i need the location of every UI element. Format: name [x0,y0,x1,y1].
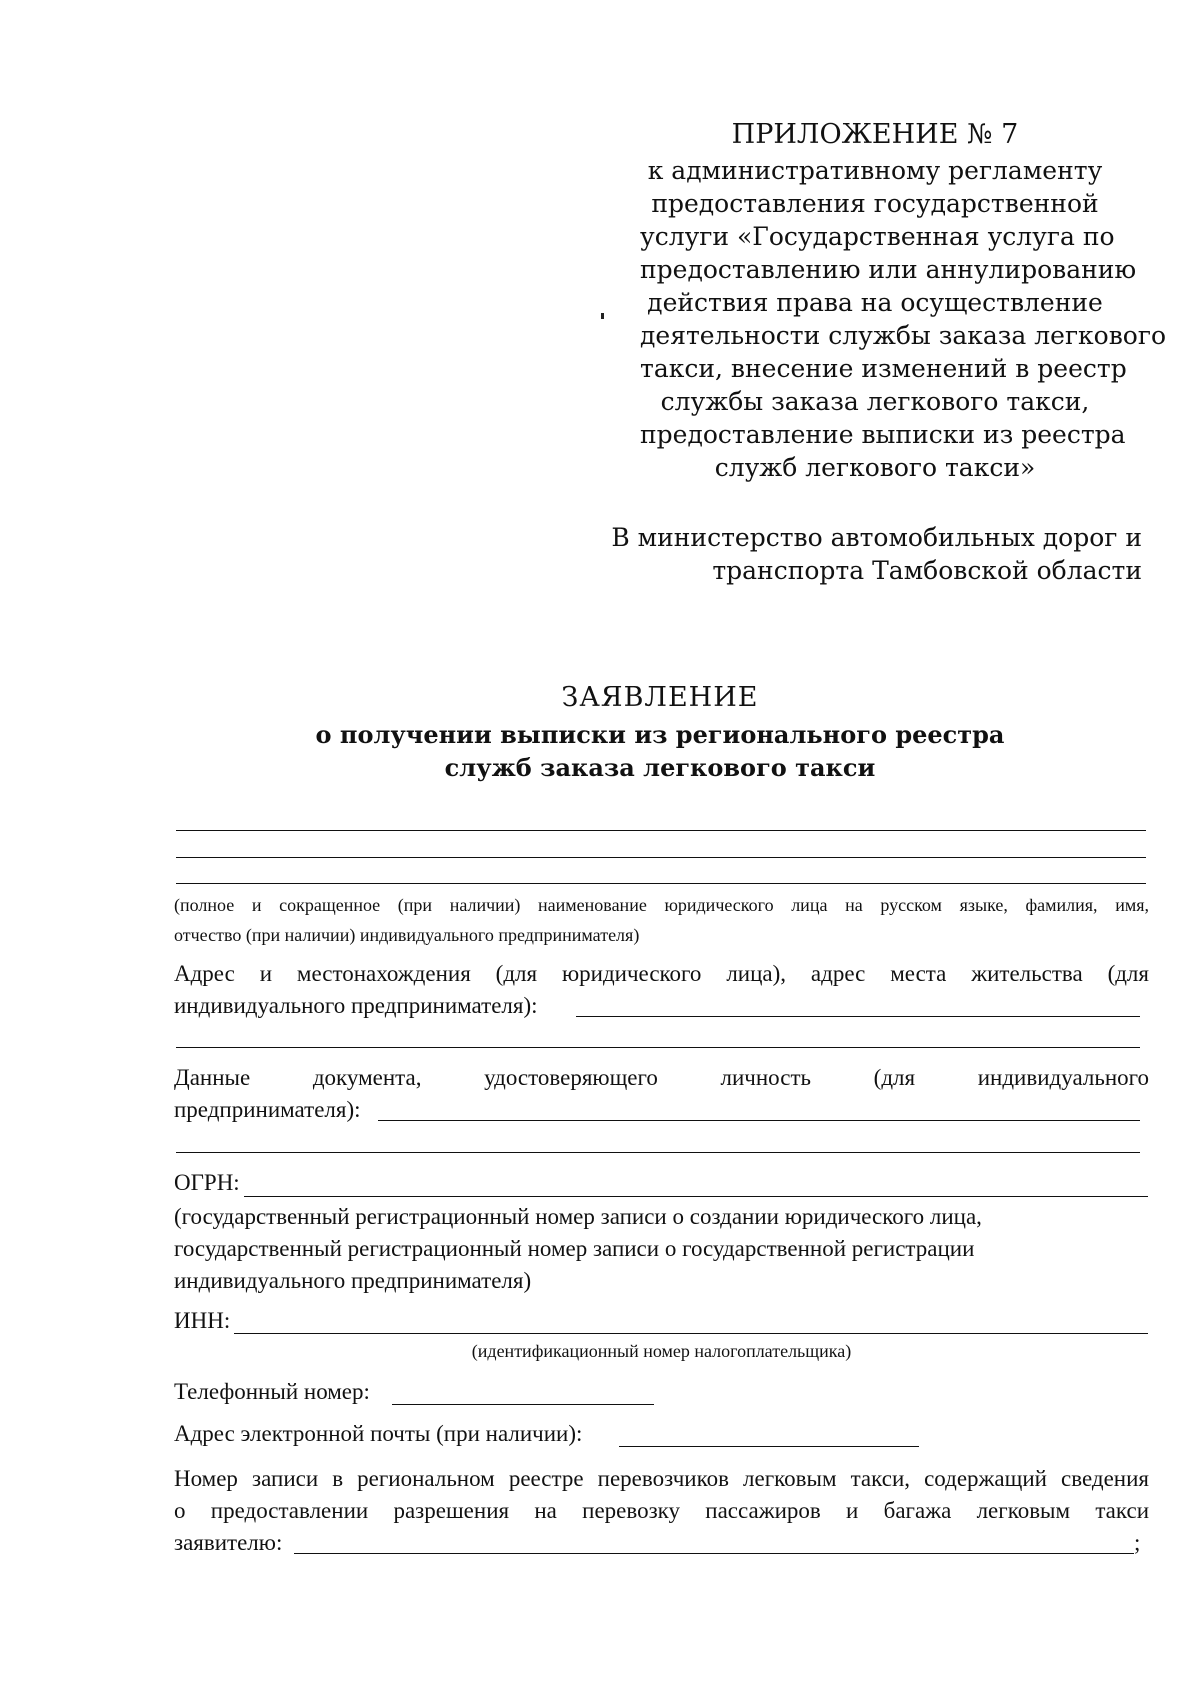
registry-semicolon: ; [1134,1530,1141,1555]
ogrn-label: ОГРН: [174,1170,240,1195]
scan-dot-mark [601,313,604,319]
recipient-line: транспорта Тамбовской области [712,556,1142,585]
ogrn-hint [174,1201,1149,1297]
id-document-input-line-2[interactable] [176,1152,1140,1153]
email-input-line[interactable] [619,1446,919,1447]
id-document-label-line-2: предпринимателя): [174,1097,361,1122]
appendix-line: деятельности службы заказа легкового [640,321,1167,350]
registry-label-line-3: заявителю: [174,1530,283,1555]
address-input-line-2[interactable] [176,1047,1140,1048]
appendix-line: служб легкового такси» [714,453,1036,482]
name-blank-line-3[interactable] [176,883,1146,884]
address-label [174,958,1149,1022]
name-blank-line-1[interactable] [176,830,1146,831]
name-hint-line-1: (полное и сокращенное (при наличии) наименование юридического лица на русском языке, фамилия, имя, [174,895,1149,915]
title-main: ЗАЯВЛЕНИЕ [561,682,759,713]
id-document-input-line-1[interactable] [378,1120,1140,1121]
registry-label-line-1: Номер записи в региональном реестре перевозчиков легковым такси, содержащий сведения [174,1466,1149,1491]
registry-label [174,1463,1149,1559]
recipient-block [560,521,1142,587]
appendix-line: действия права на осуществление [647,288,1103,317]
document-title [170,678,1150,784]
address-label-line-1: Адрес и местонахождения (для юридического лица), адрес места жительства (для [174,961,1149,986]
id-document-label-line-1: Данные документа, удостоверяющего личность (для индивидуального [174,1065,1149,1090]
registry-label-line-2: о предоставлении разрешения на перевозку пассажиров и багажа легковым такси [174,1498,1149,1523]
ogrn-hint-line: (государственный регистрационный номер записи о создании юридического лица, [174,1204,982,1229]
appendix-line: к административному регламенту [647,156,1103,185]
ogrn-hint-line: государственный регистрационный номер записи о государственной регистрации [174,1236,975,1261]
inn-label: ИНН: [174,1308,231,1333]
name-blank-line-2[interactable] [176,857,1146,858]
recipient-line: В министерство автомобильных дорог и [611,523,1142,552]
address-input-line-1[interactable] [576,1016,1140,1017]
ogrn-input-line[interactable] [244,1196,1148,1197]
appendix-block [640,116,1167,484]
appendix-line: услуги «Государственная услуга по [640,222,1115,251]
ogrn-hint-line: индивидуального предпринимателя) [174,1268,532,1293]
inn-input-line[interactable] [234,1333,1148,1334]
title-subtitle-line: служб заказа легкового такси [444,753,876,782]
phone-label: Телефонный номер: [174,1379,370,1404]
appendix-line: предоставление выписки из реестра [640,420,1126,449]
id-document-label [174,1062,1149,1126]
appendix-line: предоставления государственной [651,189,1099,218]
inn-hint: (идентификационный номер налогоплательщика) [471,1341,852,1361]
appendix-line: такси, внесение изменений в реестр [640,354,1127,383]
address-label-line-2: индивидуального предпринимателя): [174,993,538,1018]
phone-input-line[interactable] [392,1404,654,1405]
appendix-line: службы заказа легкового такси, [660,387,1090,416]
appendix-line: предоставлению или аннулированию [640,255,1137,284]
name-hint-line-2: отчество (при наличии) индивидуального предпринимателя) [174,925,640,945]
title-subtitle-line: о получении выписки из регионального реестра [315,720,1005,749]
registry-input-line[interactable] [294,1553,1134,1554]
appendix-title: ПРИЛОЖЕНИЕ № 7 [731,119,1019,150]
email-label: Адрес электронной почты (при наличии): [174,1421,583,1446]
